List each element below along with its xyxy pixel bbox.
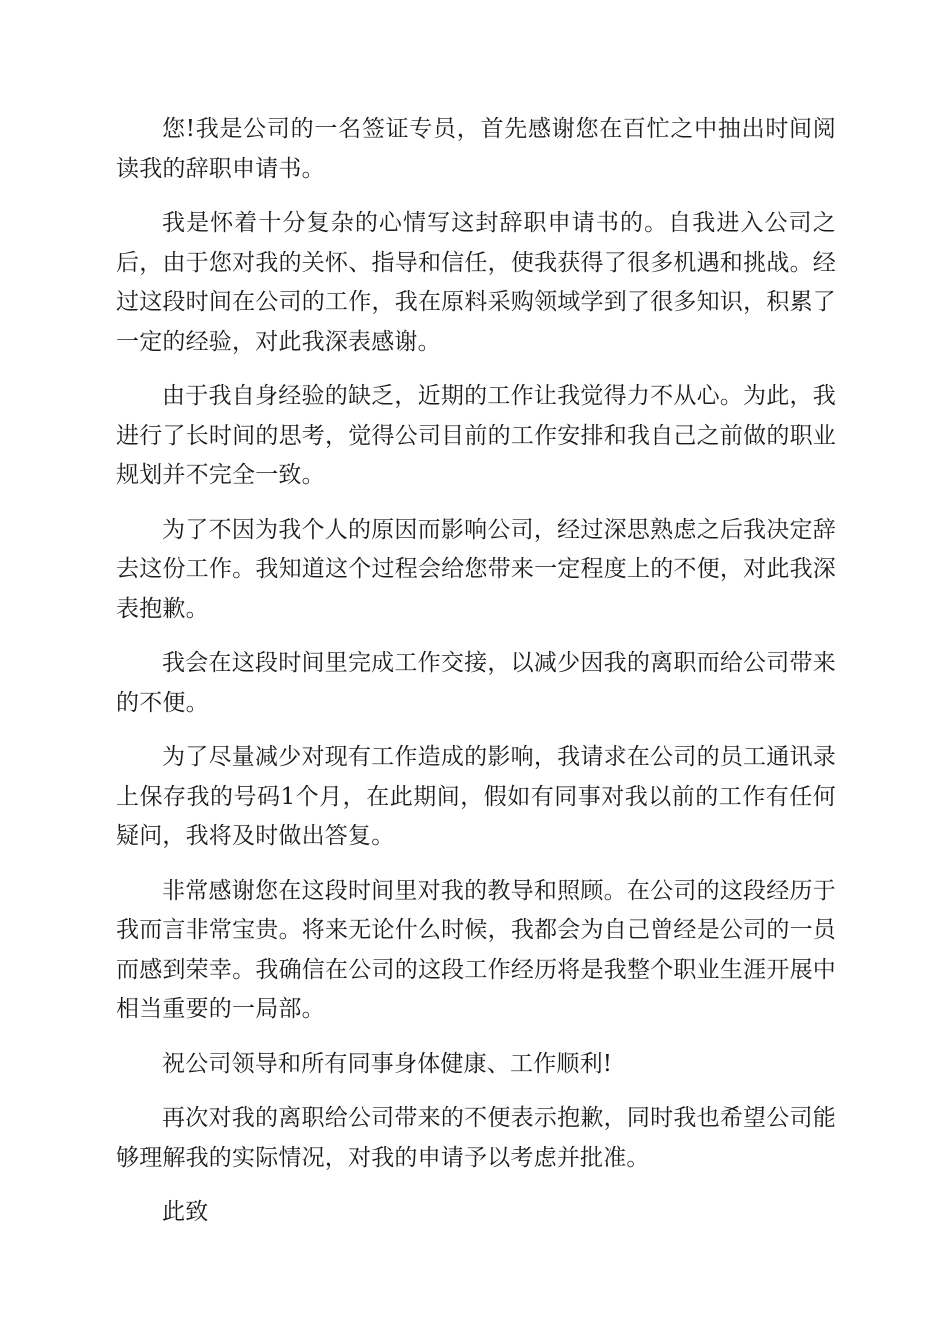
paragraph-wishes: 祝公司领导和所有同事身体健康、工作顺利! [162, 1050, 613, 1077]
paragraph-contact: 为了尽量减少对现有工作造成的影响，我请求在公司的员工通讯录上保存我的号码1个月，在此期间，假如有同事对我以前的工作有任何疑问，我将及时做出答复。 [116, 744, 836, 849]
paragraph-closing: 此致 [162, 1199, 209, 1225]
paragraph-greeting: 您!我是公司的一名签证专员，首先感谢您在百忙之中抽出时间阅读我的辞职申请书。 [116, 116, 836, 182]
paragraph-apology: 再次对我的离职给公司带来的不便表示抱歉，同时我也希望公司能够理解我的实际情况，对我的申请予以考虑并批准。 [116, 1105, 836, 1171]
paragraph-decision: 为了不因为我个人的原因而影响公司，经过深思熟虑之后我决定辞去这份工作。我知道这个过程会给您带来一定程度上的不便，对此我深表抱歉。 [116, 516, 836, 622]
paragraph-gratitude: 我是怀着十分复杂的心情写这封辞职申请书的。自我进入公司之后，由于您对我的关怀、指导和信任，使我获得了很多机遇和挑战。经过这段时间在公司的工作，我在原料采购领域学到了很多知识，积累了一定的经验，对此我深表感谢。 [116, 210, 836, 355]
paragraph-thanks: 非常感谢您在这段时间里对我的教导和照顾。在公司的这段经历于我而言非常宝贵。将来无论什么时候，我都会为自己曾经是公司的一员而感到荣幸。我确信在公司的这段工作经历将是我整个职业生涯开展中相当重要的一局部。 [116, 877, 836, 1022]
letter-body [116, 110, 836, 1248]
paragraph-reason: 由于我自身经验的缺乏，近期的工作让我觉得力不从心。为此，我进行了长时间的思考，觉得公司目前的工作安排和我自己之前做的职业规划并不完全一致。 [116, 383, 836, 488]
paragraph-handover: 我会在这段时间里完成工作交接，以减少因我的离职而给公司带来的不便。 [116, 650, 836, 716]
